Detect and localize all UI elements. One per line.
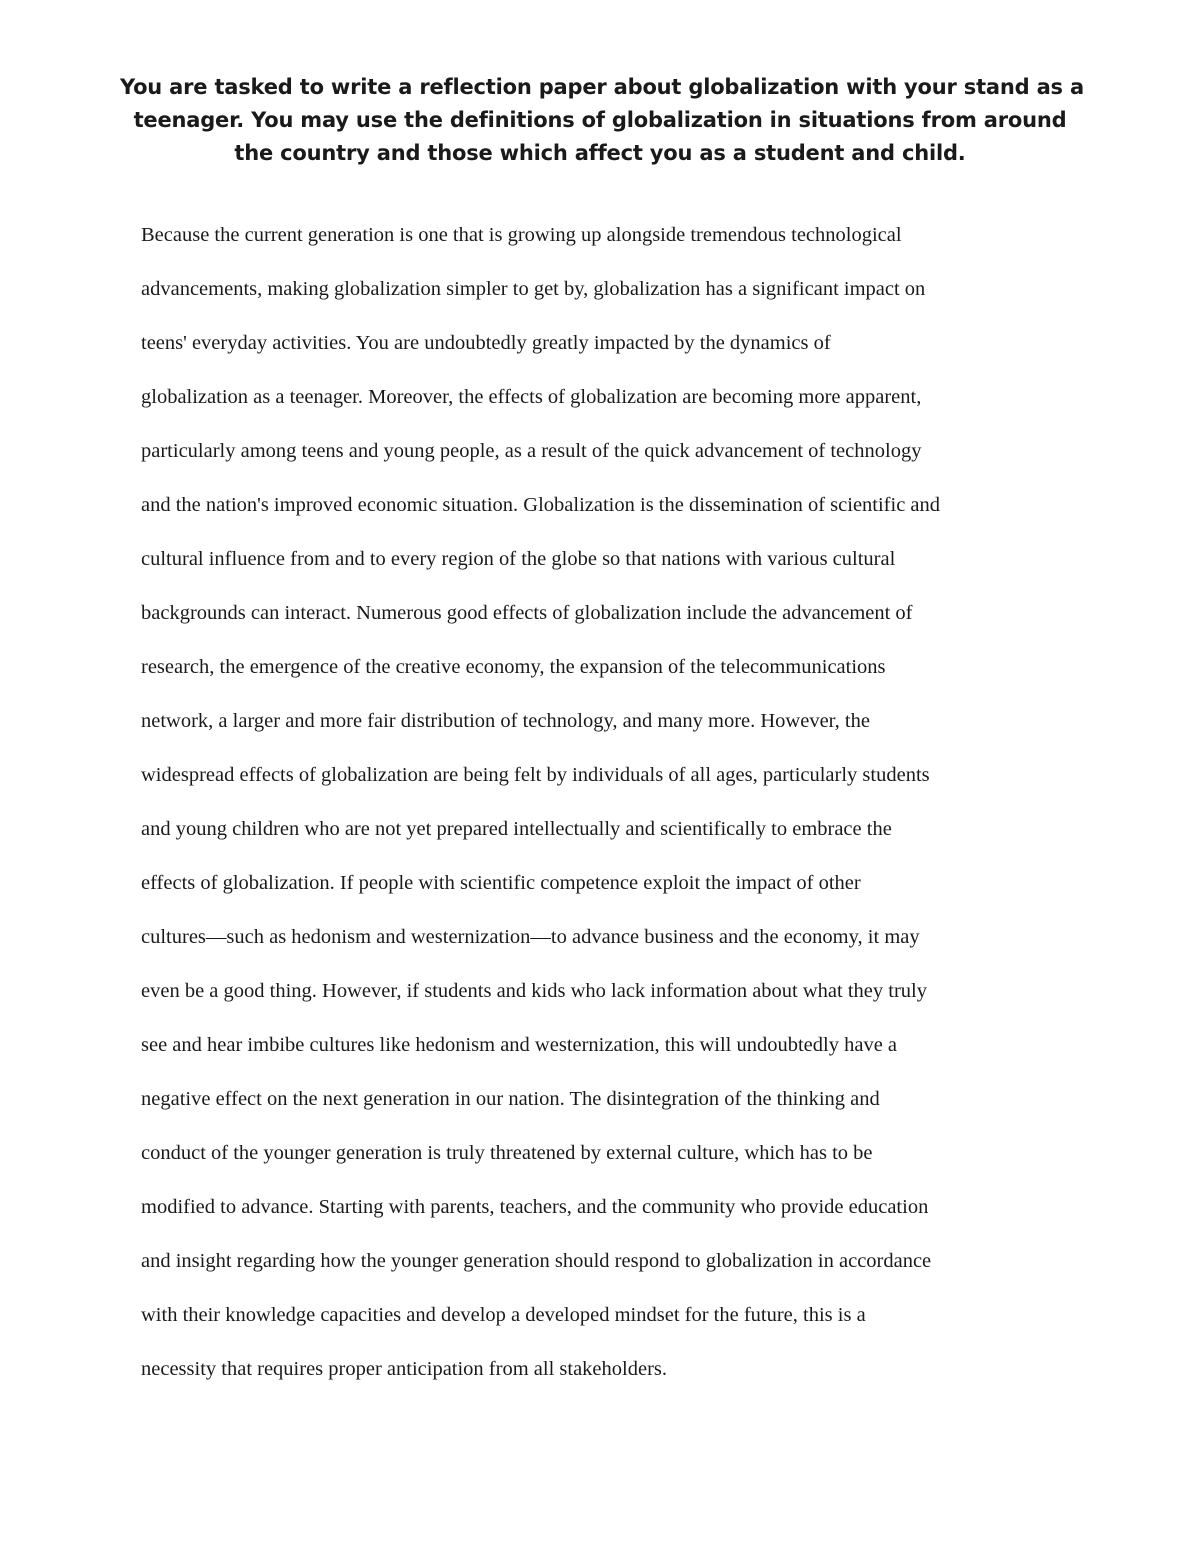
- essay-line: conduct of the younger generation is truly threatened by external culture, which has to be: [141, 1142, 873, 1164]
- essay-line: advancements, making globalization simpler to get by, globalization has a significant impact on: [141, 278, 926, 300]
- essay-line: negative effect on the next generation in our nation. The disintegration of the thinking and: [141, 1088, 880, 1110]
- essay-line: modified to advance. Starting with parents, teachers, and the community who provide education: [141, 1196, 929, 1218]
- essay-line: teens' everyday activities. You are undoubtedly greatly impacted by the dynamics of: [141, 332, 831, 354]
- essay-line: with their knowledge capacities and develop a developed mindset for the future, this is a: [141, 1304, 866, 1326]
- assignment-prompt-heading: [120, 71, 1084, 170]
- heading-line: teenager. You may use the definitions of globalization in situations from around: [133, 108, 1067, 132]
- essay-line: necessity that requires proper anticipation from all stakeholders.: [141, 1358, 667, 1380]
- essay-line: and young children who are not yet prepared intellectually and scientifically to embrace the: [141, 818, 892, 840]
- heading-line: You are tasked to write a reflection paper about globalization with your stand as a: [120, 75, 1084, 99]
- essay-line: even be a good thing. However, if students and kids who lack information about what they truly: [141, 980, 927, 1002]
- essay-line: backgrounds can interact. Numerous good effects of globalization include the advancement of: [141, 602, 913, 624]
- essay-line: widespread effects of globalization are being felt by individuals of all ages, particularly students: [141, 764, 930, 786]
- essay-line: research, the emergence of the creative economy, the expansion of the telecommunications: [141, 656, 886, 678]
- essay-body: [141, 208, 1081, 1396]
- essay-line: network, a larger and more fair distribution of technology, and many more. However, the: [141, 710, 870, 732]
- essay-line: globalization as a teenager. Moreover, the effects of globalization are becoming more apparent,: [141, 386, 922, 408]
- essay-line: and the nation's improved economic situation. Globalization is the dissemination of scientific and: [141, 494, 941, 516]
- heading-line: the country and those which affect you as a student and child.: [234, 141, 966, 165]
- essay-line: cultural influence from and to every region of the globe so that nations with various cultural: [141, 548, 896, 570]
- essay-line: Because the current generation is one that is growing up alongside tremendous technological: [141, 224, 902, 246]
- essay-line: particularly among teens and young people, as a result of the quick advancement of technology: [141, 440, 922, 462]
- essay-line: cultures—such as hedonism and westernization—to advance business and the economy, it may: [141, 926, 920, 948]
- essay-line: effects of globalization. If people with scientific competence exploit the impact of other: [141, 872, 861, 894]
- essay-line: and insight regarding how the younger generation should respond to globalization in accordance: [141, 1250, 932, 1272]
- essay-line: see and hear imbibe cultures like hedonism and westernization, this will undoubtedly have a: [141, 1034, 898, 1056]
